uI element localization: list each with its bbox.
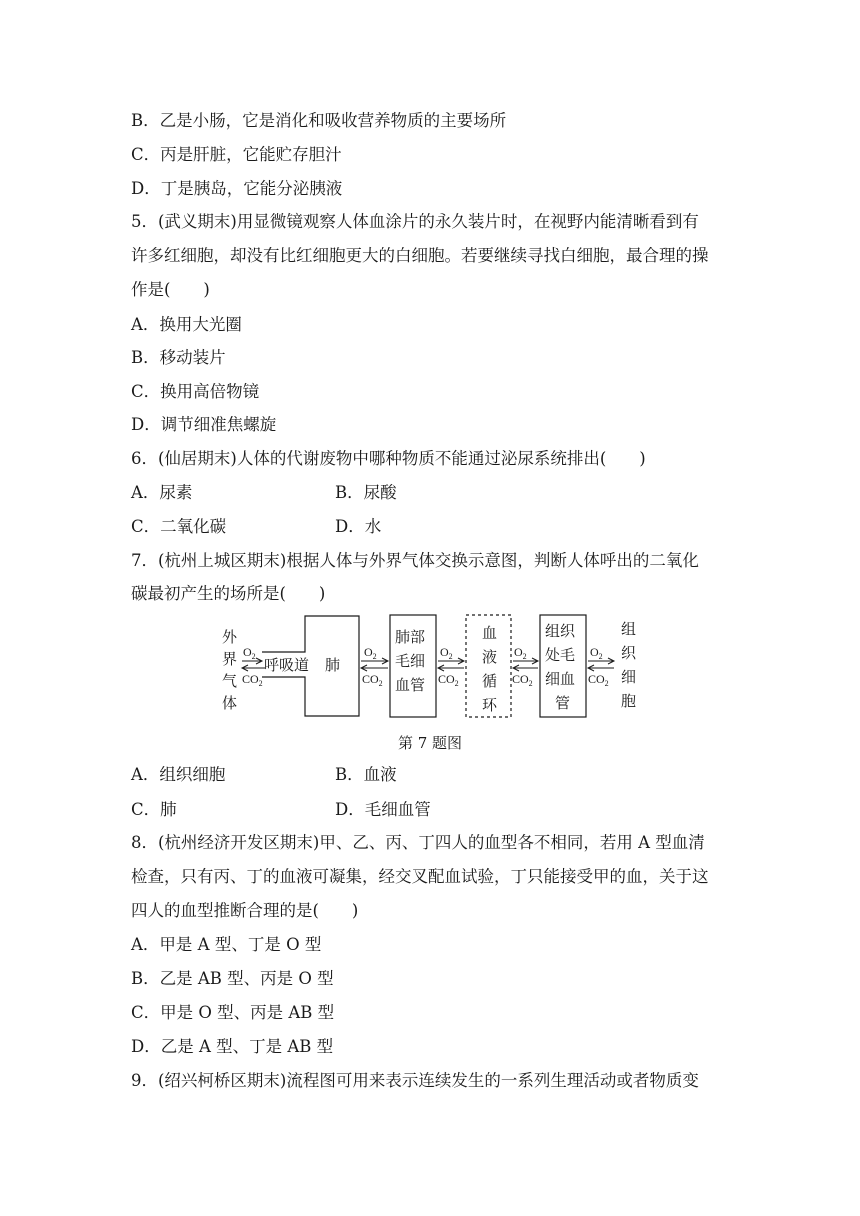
q5-stem-line3: 作是( ) [131, 280, 210, 299]
q6-number: 6． [131, 449, 158, 468]
cells-char-2: 织 [621, 646, 637, 662]
co2-label-4: $CO_2$ [512, 672, 533, 688]
q6-option-b: B．尿酸 [335, 483, 397, 502]
tissue-cap-line3: 细血 [545, 672, 576, 688]
q4-option-b: B．乙是小肠，它是消化和吸收营养物质的主要场所 [131, 111, 507, 130]
tissue-cap-line4: 管 [555, 696, 571, 712]
q8-option-c: C．甲是 O 型、丙是 AB 型 [131, 1003, 335, 1022]
blood-char-2: 液 [482, 650, 498, 666]
q5-stem-line1 [131, 212, 699, 232]
airway-label: 呼吸道 [264, 658, 310, 674]
q7-text: 根据人体与外界气体交换示意图，判断人体呼出的二氧化 [286, 551, 699, 570]
outside-air-label [222, 629, 238, 712]
q8-source: (杭州经济开发区期末) [158, 833, 320, 852]
q8-option-a: A．甲是 A 型、丁是 O 型 [131, 935, 322, 954]
lung-cap-line2: 毛细 [395, 654, 426, 670]
tissue-cap-line1: 组织 [545, 624, 576, 640]
q5-text: 用显微镜观察人体血涂片的永久装片时，在视野内能清晰看到有 [236, 212, 699, 231]
o2-label-2: $O_2$ [364, 645, 377, 661]
cells-char-4: 胞 [621, 694, 637, 710]
q5-option-c: C．换用高倍物镜 [131, 382, 260, 401]
co2-label-5: $CO_2$ [588, 672, 609, 688]
q6-text: 人体的代谢废物中哪种物质不能通过泌尿系统排出( ) [236, 449, 646, 468]
q8-stem-line2: 检查，只有丙、丁的血液可凝集，经交叉配血试验，丁只能接受甲的血，关于这 [131, 867, 709, 886]
q8-option-b: B．乙是 AB 型、丙是 O 型 [131, 969, 334, 988]
o2-label-4: $O_2$ [514, 645, 527, 661]
q8-stem-line3: 四人的血型推断合理的是( ) [131, 901, 359, 920]
o2-label-5: $O_2$ [590, 645, 603, 661]
outside-char-4: 体 [222, 696, 238, 712]
q9-stem-line1 [131, 1071, 699, 1091]
q7-option-c: C．肺 [131, 800, 177, 819]
q6-stem [131, 449, 646, 469]
q9-number: 9． [131, 1071, 158, 1090]
co2-label-2: $CO_2$ [362, 672, 383, 688]
q7-number: 7． [131, 551, 158, 570]
q7-figure-caption: 第 7 题图 [397, 734, 463, 752]
o2-label-3: $O_2$ [440, 645, 453, 661]
q7-source: (杭州上城区期末) [158, 551, 287, 570]
cells-char-1: 组 [621, 622, 637, 638]
q4-option-d: D．丁是胰岛，它能分泌胰液 [131, 179, 343, 198]
tissue-cap-line2: 处毛 [545, 648, 576, 664]
q8-text: 甲、乙、丙、丁四人的血型各不相同，若用 A 型血清 [319, 833, 705, 852]
q6-option-c: C．二氧化碳 [131, 517, 227, 536]
q8-stem-line1 [131, 833, 705, 853]
q8-number: 8． [131, 833, 158, 852]
blood-char-4: 环 [482, 698, 498, 714]
q6-option-a: A．尿素 [131, 483, 193, 502]
q8-option-d: D．乙是 A 型、丁是 AB 型 [131, 1037, 334, 1056]
q7-option-b: B．血液 [335, 765, 397, 784]
q5-number: 5． [131, 212, 158, 231]
q5-option-b: B．移动装片 [131, 348, 226, 367]
co2-label-1: $CO_2$ [242, 672, 263, 688]
outside-char-1: 外 [222, 630, 238, 646]
lung-cap-line3: 血管 [395, 678, 426, 694]
q7-stem-line2: 碳最初产生的场所是( ) [131, 584, 326, 603]
q7-option-d: D．毛细血管 [335, 800, 431, 819]
q6-option-d: D．水 [335, 517, 382, 536]
co2-label-3: $CO_2$ [438, 672, 459, 688]
q9-source: (绍兴柯桥区期末) [158, 1071, 287, 1090]
q7-stem-line1 [131, 551, 699, 571]
q4-option-c: C．丙是肝脏，它能贮存胆汁 [131, 145, 342, 164]
o2-label-1: $O_2$ [243, 645, 256, 661]
cells-char-3: 细 [621, 670, 637, 686]
q7-option-a: A．组织细胞 [131, 765, 226, 784]
q9-text: 流程图可用来表示连续发生的一系列生理活动或者物质变 [286, 1071, 699, 1090]
arrow-group-1 [242, 645, 265, 688]
q5-stem-line2: 许多红细胞，却没有比红细胞更大的白细胞。若要继续寻找白细胞，最合理的操 [131, 246, 709, 265]
gas-exchange-diagram [0, 612, 860, 722]
outside-char-3: 气 [222, 674, 238, 690]
q5-option-d: D．调节细准焦螺旋 [131, 415, 277, 434]
lung-label: 肺 [325, 658, 341, 674]
outside-char-2: 界 [222, 652, 238, 668]
q5-source: (武义期末) [158, 212, 237, 231]
blood-char-3: 循 [482, 674, 498, 690]
lung-cap-line1: 肺部 [395, 630, 426, 646]
q5-option-a: A．换用大光圈 [131, 315, 242, 334]
blood-char-1: 血 [482, 626, 498, 642]
q6-source: (仙居期末) [158, 449, 237, 468]
